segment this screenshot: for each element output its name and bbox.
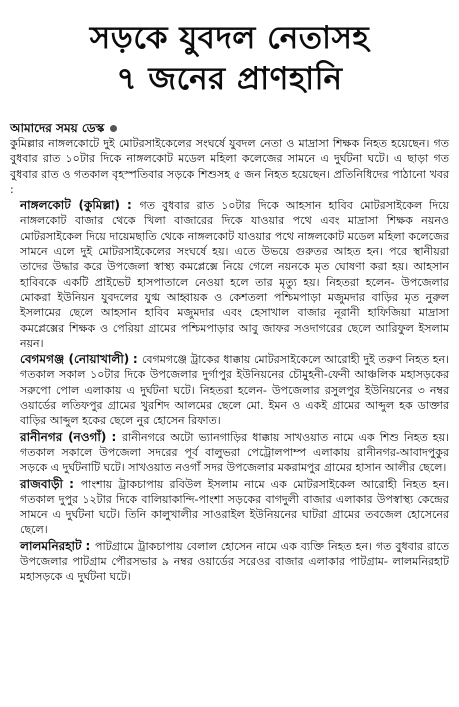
dateline: রানীনগর (নওগাঁ) [20,429,107,444]
dateline: নাঙ্গলকোট (কুমিল্লা) [20,198,120,213]
headline-line-2: ৭ জনের প্রাণহানি [116,61,343,97]
section-paragraph: লালমনিরহাট : পাটগ্রামে ট্রাকচাপায় বেলাল হোসেন নামে এক ব্যক্তি নিহত হন। গত বুধবার রাতে উপজেলার পাটগ্রাম পৌরসভার ৯ নম্বর ওয়ার্ডের সরেওর বাজার এলাকার পাটগ্রাম- লালমনিরহাট মহাসড়কে এ দুর্ঘটনা ঘটে। [20,538,449,584]
byline-text: আমাদের সময় ডেস্ক [10,121,105,135]
section-text: গত বুধবার রাত ১০টার দিকে আহসান হাবিব মোটরসাইকেল দিয়ে নাঙ্গলকোট বাজার থেকে খিলা বাজারের দিকে যাওয়ার পথে এবং মাদ্রাসা শিক্ষক নয়নও মোটরসাইকেল দিয়ে দায়েমছাতি থেকে নাঙ্গলকোট যাওয়ার পথে নাঙ্গলকোট মডেল মহিলা কলেজের সামনে এলে দুই মোটরসাইকেলের সংঘর্ষে হয়। এতে উভয়ে গুরুতর আহত হন। পরে স্থানীয়রা তাদের উদ্ধার করে উপজেলা স্বাস্থ্য কমপ্লেক্সে নিয়ে গেলে নয়নকে মৃত ঘোষণা করা হয়। আহসান হাবিবকে একটি প্রাইভেট হাসপাতালে নেওয়া হলে তার মৃত্যু হয়। নিহতরা হলেন- উপজেলার মোকরা ইউনিয়ন যুবদলের যুগ্ম আহ্বায়ক ও কেশতলা পশ্চিমপাড়া মজুমদার বাড়ির মৃত নুরুল ইসলামের ছেলে আহসান হাবিব মজুমদার এবং হেসাখাল বাজার নূরানী হাফিজিয়া মাদ্রাসা কমপ্লেক্সের শিক্ষক ও পেরিয়া গ্রামের পশ্চিমপাড়ার আবু জাফর সওদাগরের ছেলে আরিফুল ইসলাম নয়ন। [20,199,450,350]
dateline: রাজবাড়ী [20,476,63,491]
intro-paragraph: কুমিল্লার নাঙ্গলকোটে দুই মোটরসাইকেলের সংঘর্ষে যুবদল নেতা ও মাদ্রাসা শিক্ষক নিহত হয়েছেন। গত বুধবার রাত ১০টার দিকে নাঙ্গলকোট মডেল মহিলা কলেজের সামনে এ দুর্ঘটনা ঘটে। এ ছাড়া গত বুধবার রাত ও গতকাল বৃহস্পতিবার সড়কে শিশুসহ ৫ জন নিহত হয়েছেন। প্রতিনিধিদের পাঠানো খবর : [10,137,449,196]
section-text: রানীনগরে অটো ভ্যানগাড়ির ধাক্কায় সাখওয়াত নামে এক শিশু নিহত হয়। গতকাল সকালে উপজেলা সদরের পূর্ব বালুভরা পেট্রোলপাম্প এলাকায় রানীনগর-আবাদপুকুর সড়কে এ দুর্ঘটনাটি ঘটে। সাখওয়াত নওগাঁ সদর উপজেলার মকরামপুর গ্রামের হাসান আলীর ছেলে। [20,430,450,475]
section-paragraph: রাজবাড়ী : পাংশায় ট্রাকচাপায় রবিউল ইসলাম নামে এক মোটরসাইকেল আরোহী নিহত হন। গতকাল দুপুর ১২টার দিকে বালিয়াকান্দি-পাংশা সড়কের বাগদুলী বাজার এলাকার উপস্বাস্থ্য কেন্দ্রের সামনে এ দুর্ঘটনা ঘটে। তিনি কালুখালীর সাওরাইল ইউনিয়নের ঘাটরা গ্রামের তবজেল হোসেনের ছেলে। [20,476,449,537]
bullet-icon [110,125,117,132]
dateline: লালমনিরহাট [20,538,82,553]
dateline: বেগমগঞ্জ (নোয়াখালী) [20,352,130,367]
section-paragraph: নাঙ্গলকোট (কুমিল্লা) : গত বুধবার রাত ১০টার দিকে আহসান হাবিব মোটরসাইকেল দিয়ে নাঙ্গলকোট বাজার থেকে খিলা বাজারের দিকে যাওয়ার পথে এবং মাদ্রাসা শিক্ষক নয়নও মোটরসাইকেল দিয়ে দায়েমছাতি থেকে নাঙ্গলকোট যাওয়ার পথে নাঙ্গলকোট মডেল মহিলা কলেজের সামনে এলে দুই মোটরসাইকেলের সংঘর্ষে হয়। এতে উভয়ে গুরুতর আহত হন। পরে স্থানীয়রা তাদের উদ্ধার করে উপজেলা স্বাস্থ্য কমপ্লেক্সে নিয়ে গেলে নয়নকে মৃত ঘোষণা করা হয়। আহসান হাবিবকে একটি প্রাইভেট হাসপাতালে নেওয়া হলে তার মৃত্যু হয়। নিহতরা হলেন- উপজেলার মোকরা ইউনিয়ন যুবদলের যুগ্ম আহ্বায়ক ও কেশতলা পশ্চিমপাড়া মজুমদার বাড়ির মৃত নুরুল ইসলামের ছেলে আহসান হাবিব মজুমদার এবং হেসাখাল বাজার নূরানী হাফিজিয়া মাদ্রাসা কমপ্লেক্সের শিক্ষক ও পেরিয়া গ্রামের পশ্চিমপাড়ার আবু জাফর সওদাগরের ছেলে আরিফুল ইসলাম নয়ন। [20,198,450,350]
section-paragraph: বেগমগঞ্জ (নোয়াখালী) : বেগমগঞ্জে ট্রাকের ধাক্কায় মোটরসাইকেলে আরোহী দুই তরুণ নিহত হন। গতকাল সকাল ১০টার দিকে উপজেলার দুর্গাপুর ইউনিয়নের চৌমুহনী-ফেনী আঞ্চলিক মহাসড়কের সরুপো পোল এলাকায় এ দুর্ঘটনা ঘটে। নিহতরা হলেন- উপজেলার রসুলপুর ইউনিয়নের ৩ নম্বর ওয়ার্ডের লতিফপুর গ্রামের খুরশিদ আলমের ছেলে মো. ইমন ও একই গ্রামের আব্দুল হক ডাক্তার বাড়ির আব্দুল হকের ছেলে নুর হোসেন রিফাত। [20,352,449,428]
headline [10,0,449,100]
section-text: পাটগ্রামে ট্রাকচাপায় বেলাল হোসেন নামে এক ব্যক্তি নিহত হন। গত বুধবার রাতে উপজেলার পাটগ্রাম পৌরসভার ৯ নম্বর ওয়ার্ডের সরেওর বাজার এলাকার পাটগ্রাম- লালমনিরহাট মহাসড়কে এ দুর্ঘটনা ঘটে। [20,539,449,584]
article-body [10,136,449,585]
section-paragraph: রানীনগর (নওগাঁ) : রানীনগরে অটো ভ্যানগাড়ির ধাক্কায় সাখওয়াত নামে এক শিশু নিহত হয়। গতকাল সকালে উপজেলা সদরের পূর্ব বালুভরা পেট্রোলপাম্প এলাকায় রানীনগর-আবাদপুকুর সড়কে এ দুর্ঘটনাটি ঘটে। সাখওয়াত নওগাঁ সদর উপজেলার মকরামপুর গ্রামের হাসান আলীর ছেলে। [20,429,450,475]
section-text: পাংশায় ট্রাকচাপায় রবিউল ইসলাম নামে এক মোটরসাইকেল আরোহী নিহত হন। গতকাল দুপুর ১২টার দিকে বালিয়াকান্দি-পাংশা সড়কের বাগদুলী বাজার এলাকার উপস্বাস্থ্য কেন্দ্রের সামনে এ দুর্ঘটনা ঘটে। তিনি কালুখালীর সাওরাইল ইউনিয়নের ঘাটরা গ্রামের তবজেল হোসেনের ছেলে। [20,477,449,537]
headline-line-1: সড়কে যুবদল নেতাসহ [89,20,370,56]
byline [10,120,449,136]
section-text: বেগমগঞ্জে ট্রাকের ধাক্কায় মোটরসাইকেলে আরোহী দুই তরুণ নিহত হন। গতকাল সকাল ১০টার দিকে উপজেলার দুর্গাপুর ইউনিয়নের চৌমুহনী-ফেনী আঞ্চলিক মহাসড়কের সরুপো পোল এলাকায় এ দুর্ঘটনা ঘটে। নিহতরা হলেন- উপজেলার রসুলপুর ইউনিয়নের ৩ নম্বর ওয়ার্ডের লতিফপুর গ্রামের খুরশিদ আলমের ছেলে মো. ইমন ও একই গ্রামের আব্দুল হক ডাক্তার বাড়ির আব্দুল হকের ছেলে নুর হোসেন রিফাত। [20,353,449,428]
